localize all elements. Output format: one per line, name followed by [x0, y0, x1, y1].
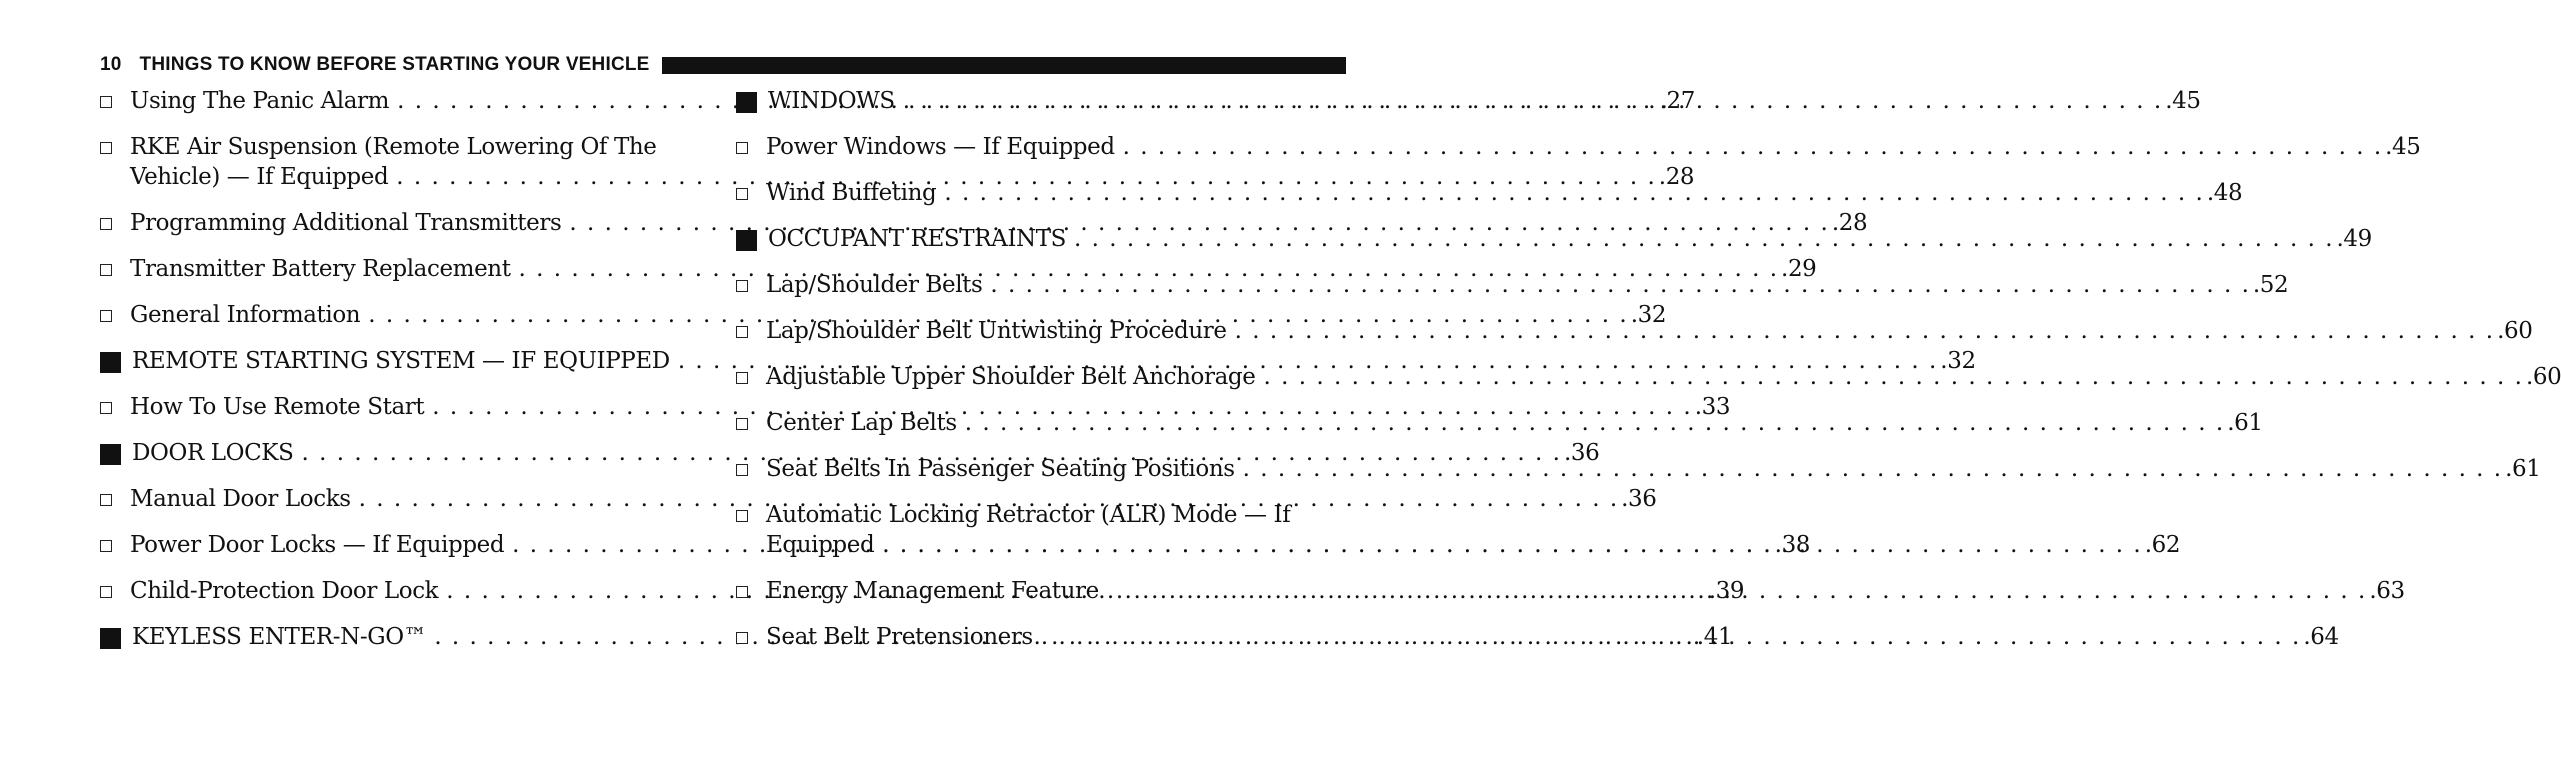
toc-page-number: .32 — [1940, 348, 1976, 374]
page-header — [100, 54, 1346, 76]
dot-leader — [1243, 454, 2501, 484]
toc-page-number: .33 — [1694, 394, 1731, 420]
dot-leader — [1074, 224, 2332, 254]
toc-entry-title: RKE Air Suspension (Remote Lowering Of The — [130, 134, 657, 160]
toc-entry-title: Lap/Shoulder Belts — [766, 272, 983, 298]
toc-page-number: .52 — [2252, 272, 2289, 298]
page-number: 10 — [100, 54, 122, 75]
toc-page-number: .64 — [2303, 624, 2339, 650]
toc-page-number: .28 — [1658, 164, 1695, 190]
toc-page-number: .60 — [2497, 318, 2533, 344]
hollow-square-bullet-icon — [100, 96, 112, 108]
hollow-square-bullet-icon — [736, 372, 748, 384]
dot-leader — [1123, 132, 2381, 162]
filled-square-bullet-icon — [100, 352, 121, 373]
dot-leader — [1263, 362, 2521, 392]
toc-subsection[interactable] — [100, 392, 1731, 422]
toc-page-number: .60 — [2525, 364, 2561, 390]
hollow-square-bullet-icon — [736, 464, 748, 476]
toc-entry-title: Equipped — [766, 532, 875, 558]
filled-square-bullet-icon — [736, 92, 757, 113]
dot-leader — [1041, 622, 2299, 652]
toc-subsection[interactable] — [100, 530, 1811, 560]
toc-entry-title: Programming Additional Transmitters — [130, 210, 562, 236]
hollow-square-bullet-icon — [736, 510, 748, 522]
toc-page-number: .45 — [2165, 88, 2201, 114]
toc-entry-title: How To Use Remote Start — [130, 394, 425, 420]
toc-entry-title: DOOR LOCKS — [132, 440, 294, 466]
toc-subsection[interactable] — [736, 132, 2421, 162]
hollow-square-bullet-icon — [100, 586, 112, 598]
toc-page-number: .29 — [1781, 256, 1817, 282]
toc-page-number: .41 — [1696, 624, 1733, 650]
toc-subsection[interactable] — [100, 300, 1667, 330]
hollow-square-bullet-icon — [100, 494, 112, 506]
hollow-square-bullet-icon — [100, 218, 112, 230]
hollow-square-bullet-icon — [100, 310, 112, 322]
toc-page-number: .36 — [1563, 440, 1600, 466]
toc-page-number: .49 — [2336, 226, 2372, 252]
toc-entry-title: Transmitter Battery Replacement — [130, 256, 511, 282]
toc-subsection[interactable] — [736, 408, 2263, 438]
toc-page-number: .28 — [1831, 210, 1868, 236]
toc-entry-title: Seat Belt Pretensioners — [766, 624, 1033, 650]
toc-subsection[interactable] — [100, 484, 1657, 514]
hollow-square-bullet-icon — [100, 402, 112, 414]
toc-subsection[interactable] — [736, 316, 2533, 346]
dot-leader — [1235, 316, 2493, 346]
dot-leader — [965, 408, 2223, 438]
dot-leader — [1107, 576, 2365, 606]
filled-square-bullet-icon — [100, 628, 121, 649]
toc-page-number: .63 — [2369, 578, 2405, 604]
hollow-square-bullet-icon — [736, 586, 748, 598]
toc-section[interactable] — [736, 224, 2372, 254]
toc-entry-title: Child-Protection Door Lock — [130, 578, 439, 604]
toc-page-number: .32 — [1630, 302, 1667, 328]
toc-entry-title: KEYLESS ENTER-N-GO™ — [132, 624, 427, 650]
toc-subsection[interactable] — [100, 208, 1868, 238]
hollow-square-bullet-icon — [736, 326, 748, 338]
toc-subsection[interactable] — [736, 454, 2541, 484]
dot-leader — [882, 530, 2140, 560]
toc-entry-title: OCCUPANT RESTRAINTS — [768, 226, 1067, 252]
chapter-title: THINGS TO KNOW BEFORE STARTING YOUR VEHICLE — [139, 54, 650, 75]
dot-leader — [990, 270, 2248, 300]
toc-subsection[interactable] — [100, 254, 1817, 284]
toc-entry-title: Energy Management Feature — [766, 578, 1099, 604]
toc-entry-title: Using The Panic Alarm — [130, 88, 390, 114]
toc-page-number: .38 — [1774, 532, 1811, 558]
header-rule — [662, 57, 1346, 74]
toc-page-number: .36 — [1621, 486, 1657, 512]
toc-page-number: .61 — [2227, 410, 2263, 436]
hollow-square-bullet-icon — [736, 280, 748, 292]
toc-page-number: .48 — [2206, 180, 2243, 206]
filled-square-bullet-icon — [100, 444, 121, 465]
toc-entry-title: Seat Belts In Passenger Seating Positions — [766, 456, 1235, 482]
toc-entry-title: Center Lap Belts — [766, 410, 957, 436]
toc-entry-title: General Information — [130, 302, 361, 328]
toc-entry-title: REMOTE STARTING SYSTEM — IF EQUIPPED — [132, 348, 670, 374]
toc-entry-title: Power Door Locks — If Equipped — [130, 532, 505, 558]
hollow-square-bullet-icon — [736, 188, 748, 200]
toc-page-number: .62 — [2144, 532, 2181, 558]
hollow-square-bullet-icon — [736, 632, 748, 644]
toc-page-number: .45 — [2385, 134, 2421, 160]
hollow-square-bullet-icon — [736, 142, 748, 154]
filled-square-bullet-icon — [736, 230, 757, 251]
toc-subsection[interactable] — [736, 270, 2289, 300]
toc-section[interactable] — [100, 346, 1976, 376]
hollow-square-bullet-icon — [100, 264, 112, 276]
toc-subsection[interactable] — [736, 178, 2243, 208]
toc-page-number: .39 — [1708, 578, 1745, 604]
hollow-square-bullet-icon — [100, 142, 112, 154]
toc-entry-title: Manual Door Locks — [130, 486, 351, 512]
hollow-square-bullet-icon — [100, 540, 112, 552]
toc-section[interactable] — [100, 438, 1600, 468]
toc-entry-title: Power Windows — If Equipped — [766, 134, 1115, 160]
toc-page-number: .27 — [1659, 88, 1695, 114]
dot-leader — [944, 178, 2202, 208]
toc-entry-title: Automatic Locking Retractor (ALR) Mode — If — [766, 502, 1291, 528]
toc-entry-title: Vehicle) — If Equipped — [130, 164, 389, 190]
toc-entry-title: Lap/Shoulder Belt Untwisting Procedure — [766, 318, 1227, 344]
toc-entry-title: WINDOWS — [768, 88, 895, 114]
hollow-square-bullet-icon — [736, 418, 748, 430]
toc-subsection[interactable] — [736, 362, 2561, 392]
toc-page-number: .61 — [2505, 456, 2541, 482]
dot-leader — [903, 86, 2161, 116]
toc-entry-title: Adjustable Upper Shoulder Belt Anchorage — [766, 364, 1256, 390]
toc-entry-title: Wind Buffeting — [766, 180, 937, 206]
